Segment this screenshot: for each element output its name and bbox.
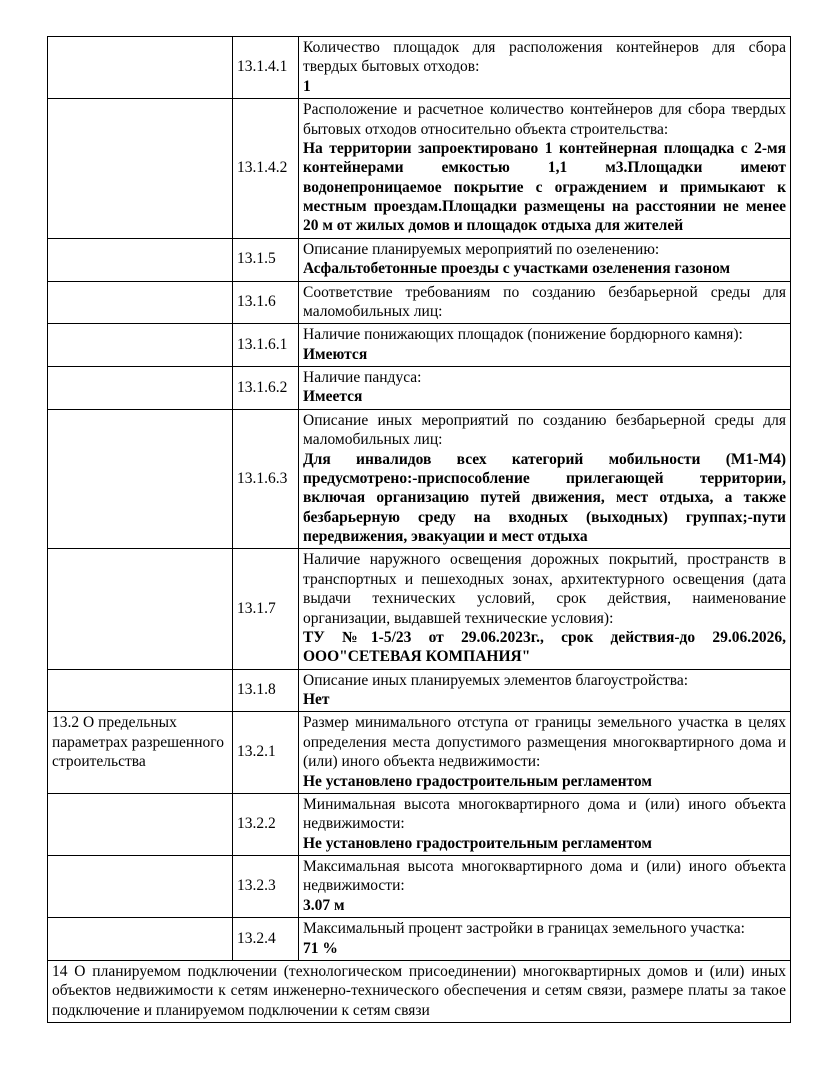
section-group-cell [48, 367, 233, 410]
section-group-cell [48, 37, 233, 99]
field-label: Наличие понижающих площадок (понижение бордюрного камня): [303, 326, 743, 344]
table-row [48, 918, 791, 961]
table-footer-body [48, 960, 791, 1022]
section-code-cell [233, 409, 299, 549]
section-code: 13.1.8 [237, 681, 276, 699]
section-content-cell [299, 549, 791, 669]
field-label: Наличие пандуса: [303, 369, 422, 386]
section-group-cell [48, 793, 233, 855]
field-label: Количество площадок для расположения контейнеров для сбора твердых бытовых отходов: [303, 39, 786, 76]
field-value: На территории запроектировано 1 контейнерная площадка с 2-мя контейнерами емкостью 1,1 м3.Площадки имеют водонепроницаемое покрытие с ограждением и примыкают к местным проездам.Площадки размещены на расстоянии не менее 20 м от жилых домов и площадок отдыха для жителей [303, 139, 786, 235]
section-code: 13.1.7 [237, 599, 276, 617]
table-row [48, 281, 791, 324]
section-code-cell [233, 37, 299, 99]
section-code-cell [233, 669, 299, 712]
field-label: Минимальная высота многоквартирного дома и (или) иного объекта недвижимости: [303, 795, 786, 833]
table-row [48, 856, 791, 918]
section-code: 13.2.4 [237, 929, 276, 947]
section-code: 13.1.6 [237, 293, 276, 311]
section-code-cell [233, 856, 299, 918]
table-row [48, 99, 791, 239]
field-value: Для инвалидов всех категорий мобильности (М1-М4) предусмотрено:-приспособление прилегающей территории, включая организацию путей движения, мест отдыха, а также безбарьерную среду на входных (выходных) группах;-пути передвижения, эвакуации и мест отдыха [303, 450, 786, 545]
section-group-cell [48, 856, 233, 918]
table-row [48, 549, 791, 669]
field-label: Описание планируемых мероприятий по озеленению: [303, 240, 660, 258]
section-code-cell [233, 281, 299, 324]
field-value: Имеется [303, 388, 363, 406]
section-code: 13.2.1 [237, 743, 276, 761]
field-label: Максимальный процент застройки в границах земельного участка: [303, 920, 745, 938]
section-code: 13.1.4.1 [237, 58, 288, 76]
field-value: 71 % [303, 939, 338, 957]
field-value: Не установлено градостроительным регламентом [303, 772, 652, 790]
field-value: 1 [303, 77, 311, 95]
section-content-cell [299, 238, 791, 281]
field-label: Максимальная высота многоквартирного дома и (или) иного объекта недвижимости: [303, 858, 786, 895]
table-row [48, 712, 791, 794]
section-group-cell [48, 549, 233, 669]
section-content-cell [299, 99, 791, 239]
field-label: Расположение и расчетное количество контейнеров для сбора твердых бытовых отходов относительно объекта строительства: [303, 101, 786, 138]
section-content-cell [299, 409, 791, 549]
table-row [48, 669, 791, 712]
field-value: Имеются [303, 345, 368, 363]
section-code: 13.1.6.3 [237, 469, 288, 487]
field-label: Соответствие требованиям по созданию безбарьерной среды для маломобильных лиц: [303, 283, 786, 320]
field-value: 3.07 м [303, 896, 345, 914]
section-code: 13.1.6.1 [237, 335, 288, 353]
field-value: Асфальтобетонные проезды с участками озеленения газоном [303, 260, 731, 278]
section-code: 13.1.4.2 [237, 159, 288, 177]
table-row [48, 793, 791, 855]
table-rows-body [48, 37, 791, 961]
section-content-cell [299, 918, 791, 961]
section-content-cell [299, 856, 791, 918]
field-value: Не установлено градостроительным регламентом [303, 834, 652, 852]
section-group-cell [48, 669, 233, 712]
section-group-cell [48, 409, 233, 549]
table-row [48, 367, 791, 410]
field-label: Наличие наружного освещения дорожных покрытий, пространств в транспортных и пешеходных зонах, архитектурного освещения (дата выдачи технических условий, срок действия, наименование организации, выдавшей технические условия): [303, 551, 786, 627]
section-content-cell [299, 37, 791, 99]
section-code-cell [233, 99, 299, 239]
section-group-cell [48, 238, 233, 281]
field-label: Описание иных планируемых элементов благоустройства: [303, 671, 689, 689]
section-content-cell [299, 324, 791, 367]
section-group-cell [48, 918, 233, 961]
section-content-cell [299, 281, 791, 324]
section-group-cell [48, 712, 233, 794]
section-group-cell [48, 99, 233, 239]
section-code-cell [233, 549, 299, 669]
field-label: Описание иных мероприятий по созданию безбарьерной среды для маломобильных лиц: [303, 411, 786, 449]
section-code-cell [233, 918, 299, 961]
section-content-cell [299, 712, 791, 794]
section-content-cell [299, 669, 791, 712]
table-row [48, 238, 791, 281]
table-row [48, 409, 791, 549]
section-code: 13.2.2 [237, 815, 276, 833]
section-code: 13.1.5 [237, 250, 276, 268]
field-value: ТУ №1-5/23 от 29.06.2023г., срок действия-до 29.06.2026, ООО"СЕТЕВАЯ КОМПАНИЯ" [303, 628, 786, 666]
section-content-cell [299, 367, 791, 410]
section-code-cell [233, 324, 299, 367]
section-14-heading: 14 О планируемом подключении (технологическом присоединении) многоквартирных домов и (или) иных объектов недвижимости к сетям инженерно-технического обеспечения и сетям связи, размере платы за такое подключение и планируемом подключении к сетям связи [48, 960, 791, 1022]
project-declaration-table [47, 36, 791, 1023]
field-label: Размер минимального отступа от границы земельного участка в целях определения места допустимого размещения многоквартирного дома и (или) иного объекта недвижимости: [303, 714, 786, 771]
table-row [48, 324, 791, 367]
section-code-cell [233, 367, 299, 410]
section-group-cell [48, 324, 233, 367]
section-code: 13.2.3 [237, 877, 276, 895]
table-row [48, 37, 791, 99]
field-value: Нет [303, 691, 330, 708]
section-14-row [48, 960, 791, 1022]
section-code-cell [233, 793, 299, 855]
section-content-cell [299, 793, 791, 855]
section-group-label: 13.2 О предельных параметрах разрешенного строительства [52, 714, 224, 771]
section-code-cell [233, 712, 299, 794]
section-group-cell [48, 281, 233, 324]
section-code-cell [233, 238, 299, 281]
section-code: 13.1.6.2 [237, 378, 288, 396]
